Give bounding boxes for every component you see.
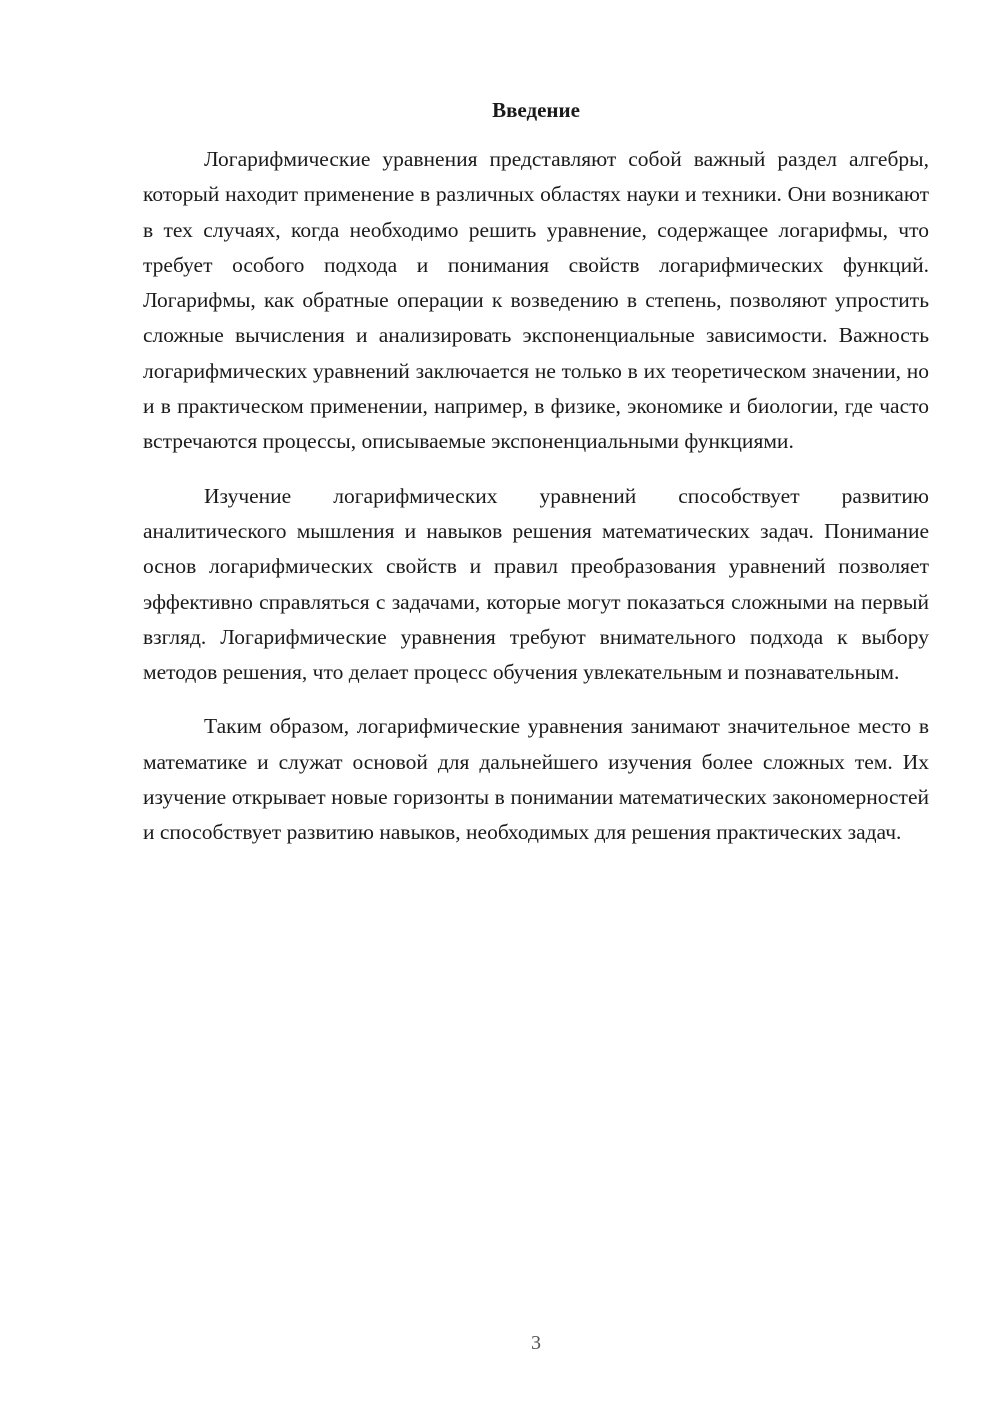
- paragraph-2: Изучение логарифмических уравнений способствует развитию аналитического мышления и навыков решения математических задач. Понимание основ логарифмических свойств и правил преобразования уравнений позволяет эффективно справляться с задачами, которые могут показаться сложными на первый взгляд. Логарифмические уравнения требуют внимательного подхода к выбору методов решения, что делает процесс обучения увлекательным и познавательным.: [143, 483, 929, 685]
- paragraph-3: Таким образом, логарифмические уравнения занимают значительное место в математике и служат основой для дальнейшего изучения более сложных тем. Их изучение открывает новые горизонты в понимании математических закономерностей и способствует развитию навыков, необходимых для решения практических задач.: [143, 714, 929, 845]
- section-heading: Введение: [492, 98, 580, 122]
- page-number: 3: [531, 1332, 541, 1354]
- page-content: [143, 92, 929, 851]
- paragraph-1: Логарифмические уравнения представляют собой важный раздел алгебры, который находит применение в различных областях науки и техники. Они возникают в тех случаях, когда необходимо решить уравнение, содержащее логарифмы, что требует особого подхода и понимания свойств логарифмических функций. Логарифмы, как обратные операции к возведению в степень, позволяют упростить сложные вычисления и анализировать экспоненциальные зависимости. Важность логарифмических уравнений заключается не только в их теоретическом значении, но и в практическом применении, например, в физике, экономике и биологии, где часто встречаются процессы, описываемые экспоненциальными функциями.: [143, 147, 929, 454]
